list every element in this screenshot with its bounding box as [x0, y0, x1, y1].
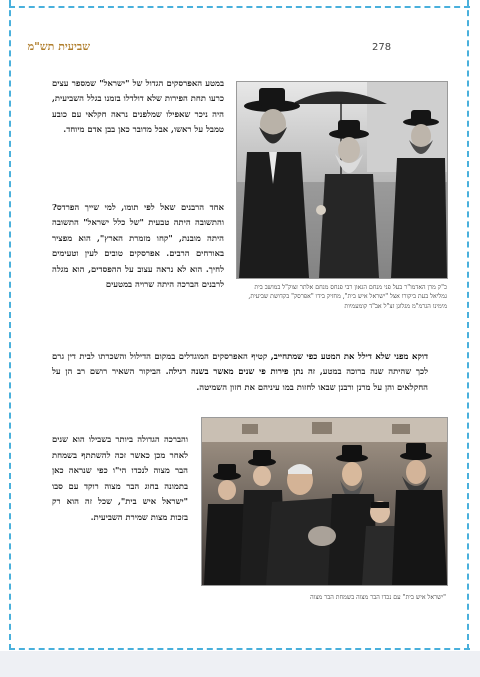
paragraph-blessing-lead: דוקא מפני שלא דילל את המטע כפי שמתחייב,: [270, 351, 428, 361]
photo1-caption: כ"ק מרן האדמו"ר בעל פני מנחם הגאון רבי פנחס מנחם אלתר זצוק"ל במושב בית גמליאל בעת ביקורו אצל "ישראל איש בית", מחזיק בידו "אפרסק" בקדושת שביעית, מימינו הגרמ"מ מגלוגן זצ"ל אב"ד קומעמיות: [248, 284, 447, 310]
paragraph-blessing: [52, 349, 428, 395]
paragraph-blessing-highlight: זה נתן פירות פי שנים מאשר בשנה רגילה.: [165, 366, 316, 377]
page-number: 278: [372, 42, 392, 53]
border-dashed-left: [9, 0, 11, 650]
running-header: שביעית תש"מ: [27, 40, 90, 53]
paragraph-bar-mitzvah: והברכה הגדולה ביותר בשבילו הוא שנים לאחר מכן כאשר זכה להשתתף בשמחת הבר מצוה לנכדו הי"ו כפי שנראה כאן בתמונה בחוג הבר מצוה רוקד עם סבו "ישראל איש בית", שכל זה הוא רק בזכות מצות שמירת השביעית.: [52, 434, 188, 522]
photo2-caption: "ישראל איש בית" עם נכדו הבר מצוה בשמחת הבר מצוה: [310, 594, 446, 601]
border-dashed-right: [467, 0, 469, 650]
paragraph-question: אחד הרבנים שאל לפי תומו, למי שייך הפרדס? והתשובה היתה טבעית "של כלל ישראל" התשובה היתה מובנת, "קחו מזמרת הארץ", הוא מפציר באורחים הרבים. אפרסקים טובים לעין וטעימים לחיך. הוא לא נראה עצוב על ההפסדים, הוא מגלה לרבנים הברכה היתה שרויה במטעים: [52, 202, 224, 290]
footer-band: [0, 651, 480, 677]
photo-rabbis-visit: [236, 81, 448, 279]
photo-rabbis-visit-image: [237, 82, 447, 278]
photo-bar-mitzvah: [201, 417, 448, 586]
paragraph-orchard: במטע האפרסקים הגדול של "ישראל" שמספר עצים כרעו תחת הפירות שלא דולדלו בזמנו בגלל השביעית, היה ניכר שאפילו שמלפנים נראה חקלאי עם כובע טמבל על ראשו, אבל מדובר כאן בבן אדם מיוחד.: [52, 78, 224, 135]
paragraph-blessing-body: קטיף האפרסקים המוגדלים במקום הדילול והשכרתו לבית דין גרם לכך שהיתה שנה ברוכה במטע,: [52, 351, 428, 377]
border-dashed-top: [9, 6, 470, 8]
photo-bar-mitzvah-image: [202, 418, 447, 585]
paragraph-blessing-tail: הביקור השאיר רושם רב הן על החקלאים והן על מרנן ורבנן שבאו לחזות במו עיניהם את חזון השמיטה.: [52, 366, 428, 392]
border-dashed-bottom: [9, 648, 470, 650]
